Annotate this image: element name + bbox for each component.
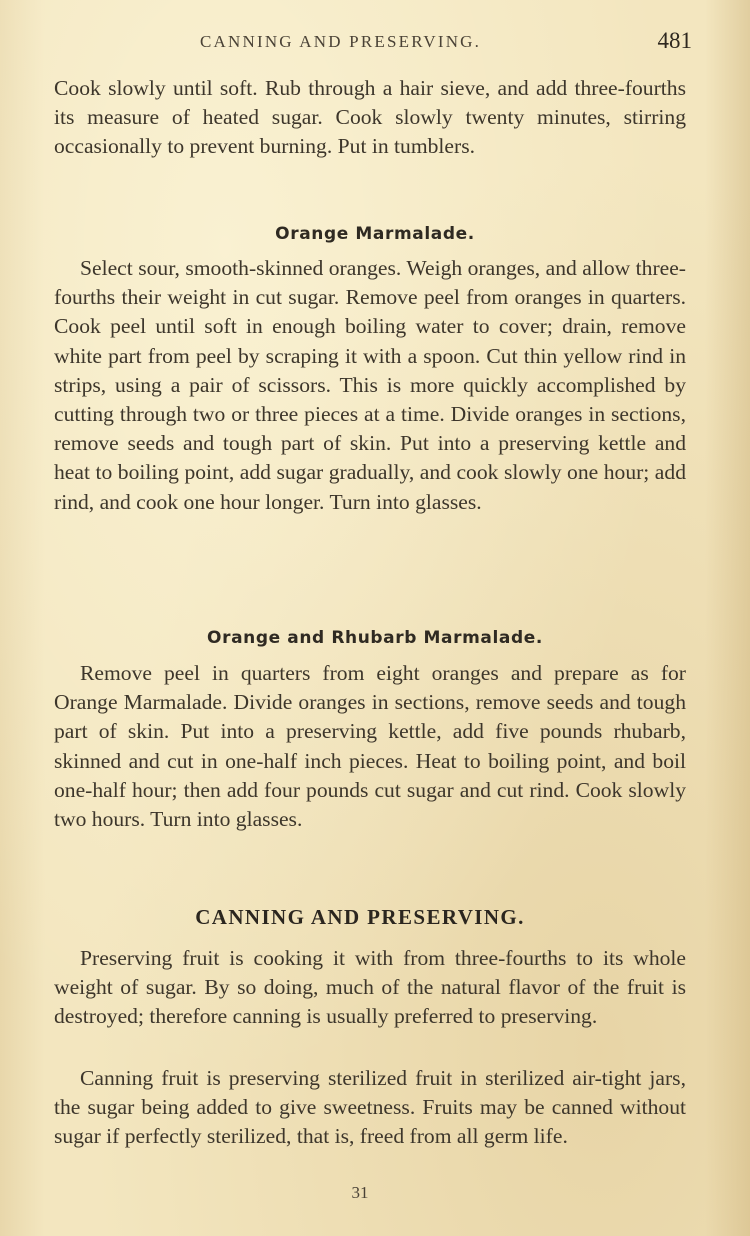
orange-marmalade-heading: Orange Marmalade. xyxy=(275,224,475,244)
orange-rhubarb-marmalade-heading: Orange and Rhubarb Marmalade. xyxy=(207,628,543,648)
folio-number: 31 xyxy=(351,1183,369,1202)
running-head-title: CANNING AND PRESERVING. xyxy=(200,32,482,51)
canning-paragraph-2: Canning fruit is preserving sterilized fruit in sterilized air-tight jars, the sugar being added to give sweetness. Fruits may be canned without sugar if perfectly sterilized, that is, freed from all germ life. xyxy=(54,1066,686,1149)
canning-section-heading: CANNING AND PRESERVING. xyxy=(195,905,525,929)
orange-rhubarb-marmalade-body: Remove peel in quarters from eight oranges and prepare as for Orange Marmalade. Divide oranges in sections, remove seeds and tough part of skin. Put into a preserving kettle, add five pounds rhubarb, skinned and cut in one-half inch pieces. Heat to boiling point, and boil one-half hour; then add four pounds cut sugar and cut rind. Cook slowly two hours. Turn into glasses. xyxy=(54,661,686,832)
canning-paragraph-1: Preserving fruit is cooking it with from three-fourths to its whole weight of sugar. By so doing, much of the natural flavor of the fruit is destroyed; therefore canning is usually preferred to preserving. xyxy=(54,946,686,1029)
page-number: 481 xyxy=(657,28,692,53)
orange-marmalade-body: Select sour, smooth-skinned oranges. Weigh oranges, and allow three-fourths their weight in cut sugar. Remove peel from oranges in quarters. Cook peel until soft in enough boiling water to cover; drain, remove white part from peel by scraping it with a spoon. Cut thin yellow rind in strips, using a pair of scissors. This is more quickly accomplished by cutting through two or three pieces at a time. Divide oranges in sections, remove seeds and tough part of skin. Put into a preserving kettle and heat to boiling point, add sugar gradually, and cook slowly one hour; add rind, and cook one hour longer. Turn into glasses. xyxy=(54,256,686,514)
intro-paragraph: Cook slowly until soft. Rub through a hair sieve, and add three-fourths its measure of heated sugar. Cook slowly twenty minutes, stirring occasionally to prevent burning. Put in tumblers. xyxy=(54,76,686,159)
running-head xyxy=(200,28,700,60)
